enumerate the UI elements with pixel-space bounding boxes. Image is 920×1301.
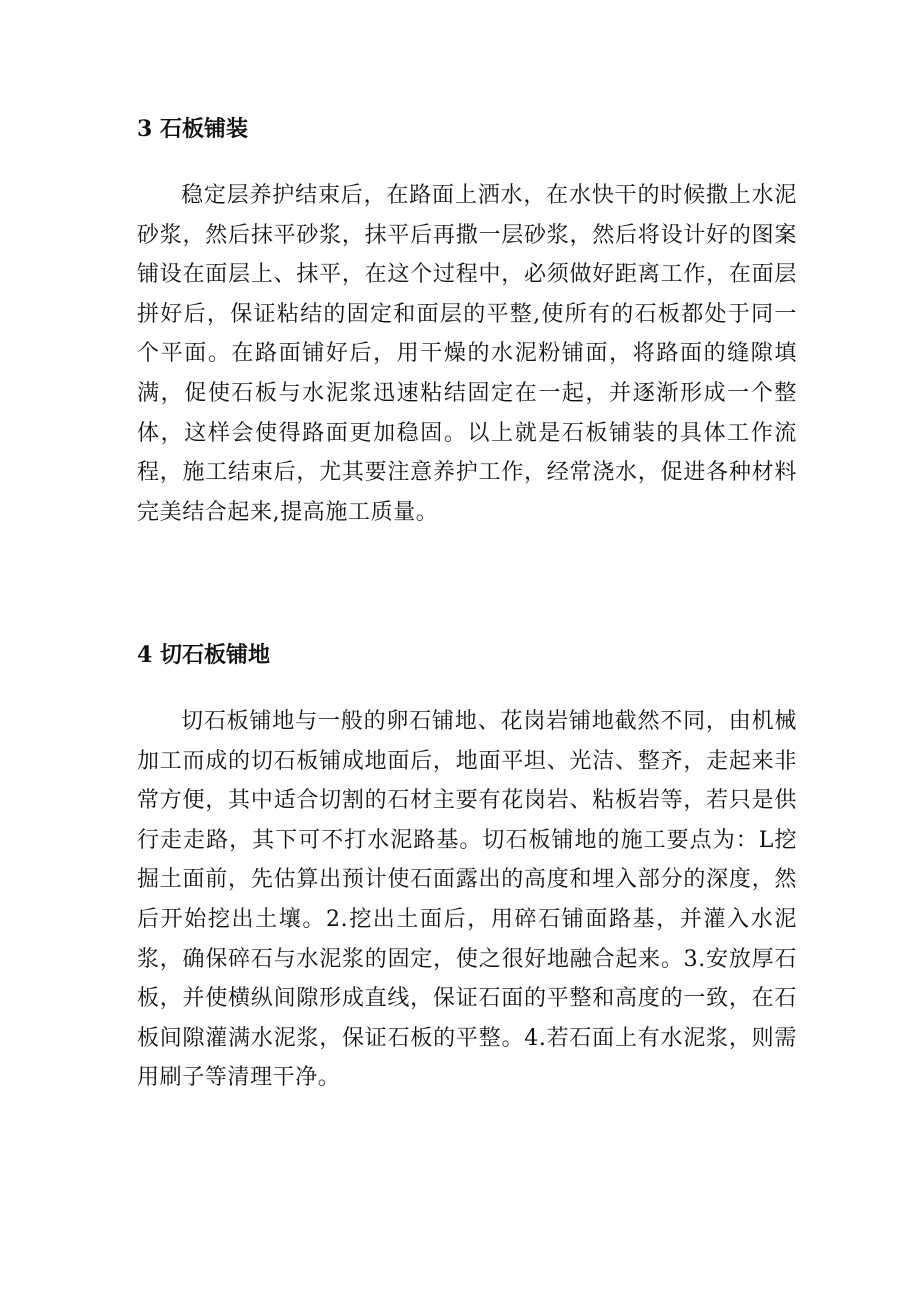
section-heading-cut-stone-flooring: 4 切石板铺地 — [137, 642, 270, 668]
section-paragraph-cut-stone-flooring: 切石板铺地与一般的卵石铺地、花岗岩铺地截然不同，由机械加工而成的切石板铺成地面后，地面平坦、光洁、整齐，走起来非常方便，其中适合切割的石材主要有花岗岩、粘板岩等，若只是供行走走路，其下可不打水泥路基。切石板铺地的施工要点为：L挖掘土面前，先估算出预计使石面露出的高度和埋入部分的深度，然后开始挖出土壤。2.挖出土面后，用碎石铺面路基，并灌入水泥浆，确保碎石与水泥浆的固定，使之很好地融合起来。3.安放厚石板，并使横纵间隙形成直线，保证石面的平整和高度的一致，在石板间隙灌满水泥浆，保证石板的平整。4.若石面上有水泥浆，则需用刷子等清理干净。 — [137, 709, 797, 1091]
section-heading-stone-paving: 3 石板铺装 — [137, 116, 248, 142]
section-paragraph-stone-paving: 稳定层养护结束后，在路面上洒水，在水快干的时候撒上水泥砂浆，然后抹平砂浆，抹平后再撒一层砂浆，然后将设计好的图案铺设在面层上、抹平，在这个过程中，必须做好距离工作，在面层拼好后，保证粘结的固定和面层的平整,使所有的石板都处于同一个平面。在路面铺好后，用干燥的水泥粉铺面，将路面的缝隙填满，促使石板与水泥浆迅速粘结固定在一起，并逐渐形成一个整体，这样会使得路面更加稳固。以上就是石板铺装的具体工作流程，施工结束后，尤其要注意养护工作，经常浇水，促进各种材料完美结合起来,提高施工质量。 — [137, 183, 797, 525]
